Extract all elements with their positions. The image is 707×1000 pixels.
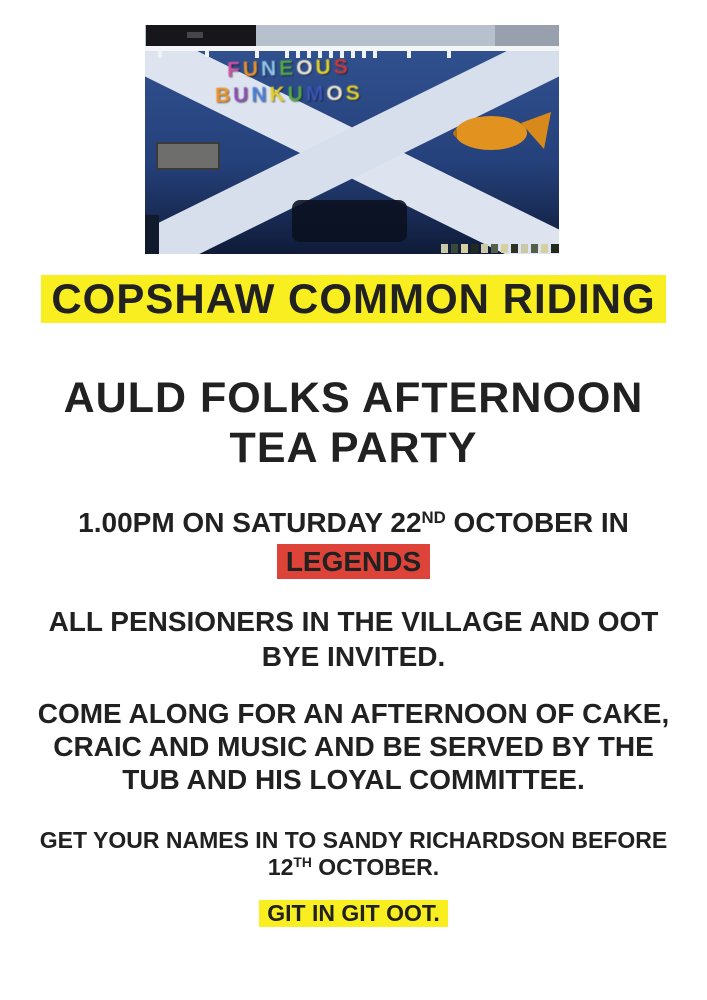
title-line-1: AULD FOLKS AFTERNOON: [63, 374, 644, 422]
magnet-letter: K: [269, 83, 285, 107]
event-banner: COPSHAW COMMON RIDING: [41, 275, 665, 323]
magnet-letter: M: [305, 82, 324, 106]
event-banner-row: [0, 275, 707, 323]
invite-text: [0, 604, 707, 674]
footer-row: [0, 900, 707, 927]
magnet-letter: B: [214, 83, 231, 108]
rsvp-date-cont: OCTOBER.: [311, 854, 440, 880]
magnet-letter: O: [326, 82, 343, 106]
magnet-letters-row2: [215, 83, 360, 107]
magnet-letter: U: [287, 82, 304, 106]
datetime-ordinal: ND: [421, 507, 446, 527]
magnet-letter: O: [295, 56, 313, 80]
magnet-letters-row1: [227, 56, 348, 80]
datetime-text: 1.00PM ON SATURDAY 22: [78, 507, 422, 538]
details-line-3: TUB AND HIS LOYAL COMMITTEE.: [122, 764, 585, 795]
venue-highlight: LEGENDS: [277, 544, 430, 579]
magnet-letter: S: [333, 55, 348, 79]
flag-photo: [145, 25, 559, 254]
rsvp-date-ordinal: TH: [293, 855, 312, 871]
rsvp-line-1: GET YOUR NAMES IN TO SANDY RICHARDSON BEFORE: [39, 827, 668, 853]
magnet-letter: E: [278, 56, 294, 81]
datetime-text-cont: OCTOBER IN: [445, 507, 629, 538]
flag-graphic: [145, 25, 559, 254]
magnet-letter: S: [345, 81, 360, 105]
magnet-letter: U: [315, 55, 331, 80]
magnet-letter: U: [242, 57, 259, 82]
magnet-letter: N: [251, 83, 267, 107]
title-line-2: TEA PARTY: [229, 424, 478, 472]
invite-line-2: BYE INVITED.: [261, 641, 446, 672]
venue-row: [0, 544, 707, 579]
invite-line-1: ALL PENSIONERS IN THE VILLAGE AND OOT: [48, 606, 659, 637]
event-datetime: [0, 507, 707, 542]
details-line-1: COME ALONG FOR AN AFTERNOON OF CAKE,: [37, 698, 670, 729]
magnet-letter: U: [232, 83, 249, 107]
footer-slogan: GIT IN GIT OOT.: [259, 900, 448, 927]
rsvp-text: [0, 827, 707, 884]
page-title: [0, 373, 707, 473]
details-line-2: CRAIC AND MUSIC AND BE SERVED BY THE: [53, 731, 654, 762]
details-text: [0, 697, 707, 796]
magnet-letter: N: [260, 57, 277, 81]
magnet-letter: F: [226, 58, 241, 82]
rsvp-date: 12: [267, 854, 294, 880]
